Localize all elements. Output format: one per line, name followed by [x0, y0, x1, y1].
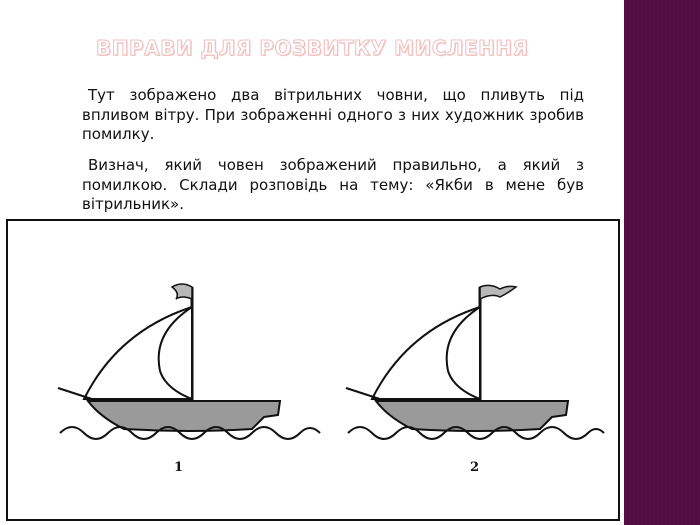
task-paragraph: Визнач, який човен зображений правильно, а який з помилкою. Склади розповідь на тему: «Якби в мене був вітрильник». — [82, 156, 584, 213]
boats-picture — [6, 219, 620, 521]
boat-2-drawing — [346, 285, 604, 475]
boat-1-label: 1 — [174, 460, 184, 475]
slide-title: ВПРАВИ ДЛЯ РОЗВИТКУ МИСЛЕННЯ — [96, 36, 529, 60]
intro-paragraph: Тут зображено два вітрильних човни, що пливуть під впливом вітру. При зображенні одного з них художник зробив помилку. — [82, 86, 584, 143]
boat-1-drawing — [58, 284, 320, 475]
boat-2-label: 2 — [470, 460, 480, 475]
decorative-side-band — [624, 0, 700, 525]
boats-illustration — [8, 221, 618, 519]
